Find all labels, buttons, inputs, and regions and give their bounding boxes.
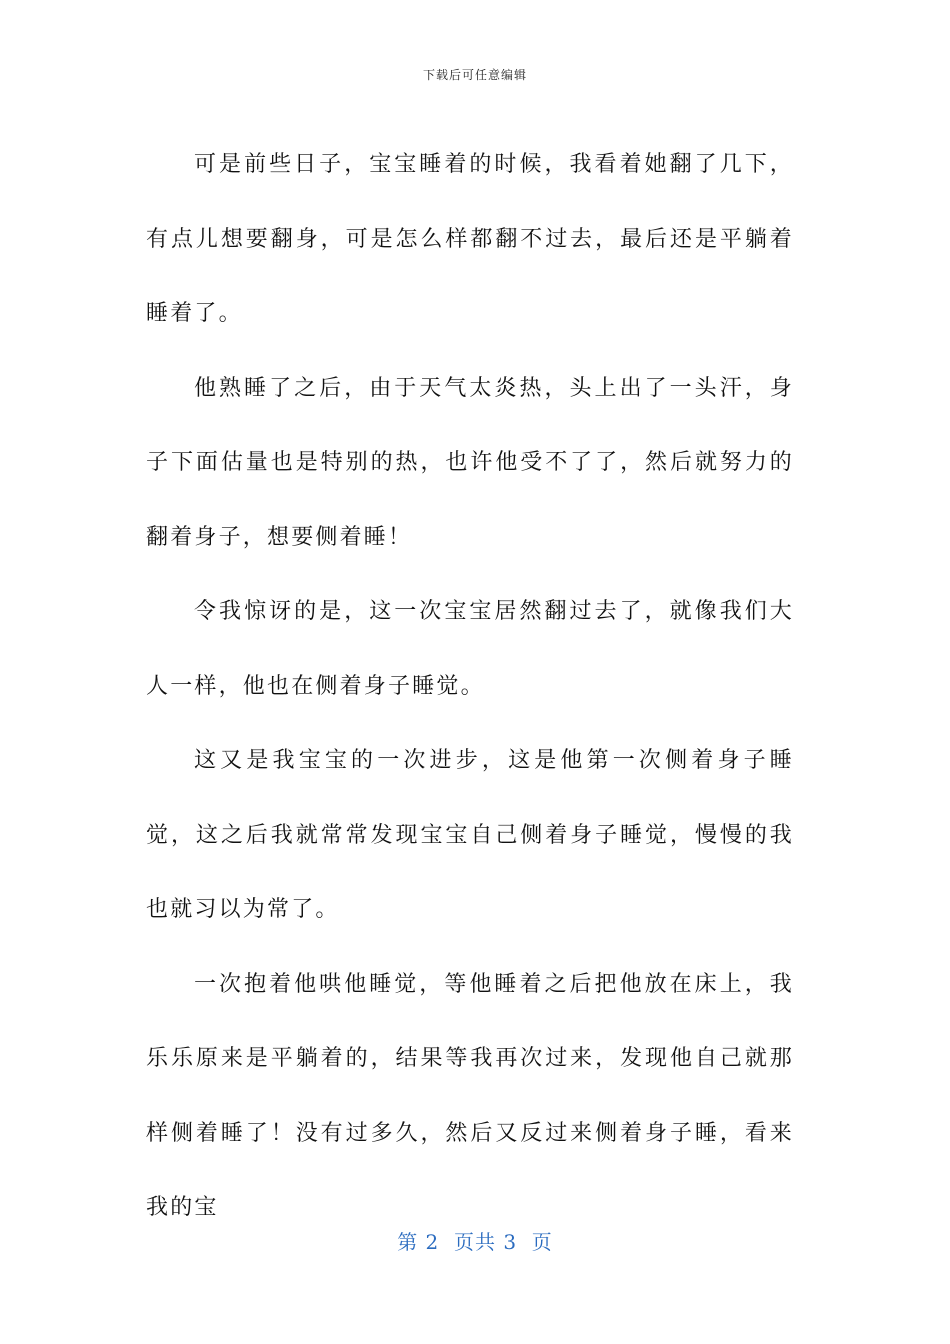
paragraph-2: 他熟睡了之后，由于天气太炎热，头上出了一头汗，身子下面估量也是特别的热，也许他受不了了，然后就努力的翻着身子，想要侧着睡！ bbox=[146, 375, 794, 550]
header-note: 下载后可任意编辑 bbox=[422, 68, 527, 82]
paragraph-5: 一次抱着他哄他睡觉，等他睡着之后把他放在床上，我乐乐原来是平躺着的，结果等我再次过来，发现他自己就那样侧着睡了！没有过多久，然后又反过来侧着身子睡，看来我的宝 bbox=[146, 971, 794, 1220]
page-number-footer: 第 2 页共 3 页 bbox=[397, 1230, 553, 1254]
paragraph-1: 可是前些日子，宝宝睡着的时候，我看着她翻了几下，有点儿想要翻身，可是怎么样都翻不过去，最后还是平躺着睡着了。 bbox=[146, 152, 794, 326]
document-body bbox=[146, 128, 794, 1246]
paragraph-3: 令我惊讶的是，这一次宝宝居然翻过去了，就像我们大人一样，他也在侧着身子睡觉。 bbox=[146, 599, 794, 699]
paragraph-4: 这又是我宝宝的一次进步，这是他第一次侧着身子睡觉，这之后我就常常发现宝宝自己侧着身子睡觉，慢慢的我也就习以为常了。 bbox=[146, 748, 794, 922]
